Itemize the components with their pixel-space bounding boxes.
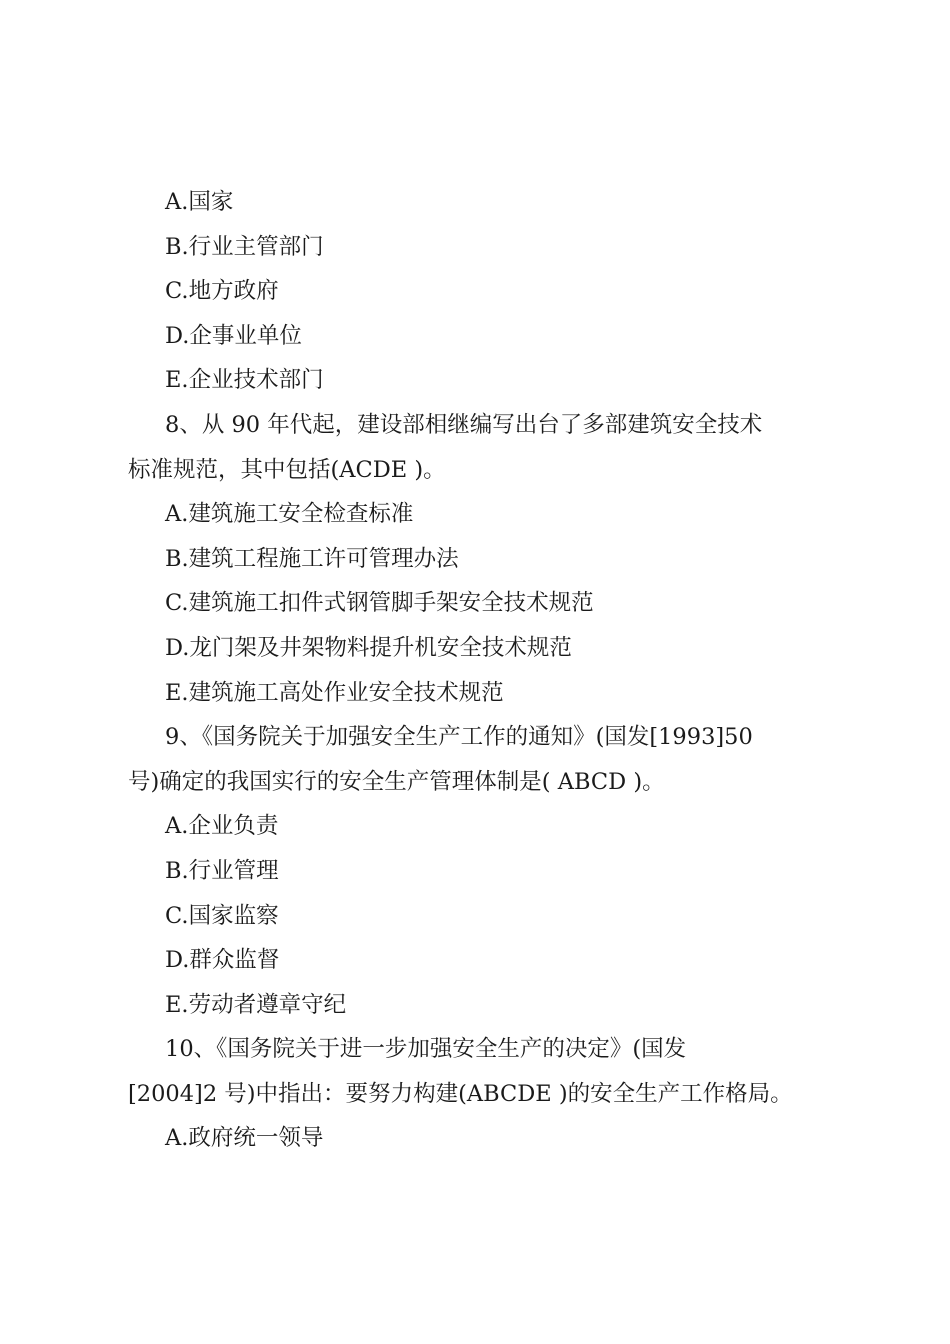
option-line: A.政府统一领导 [165,1125,324,1152]
option-line: E.劳动者遵章守纪 [165,991,347,1018]
option-line: A.国家 [165,189,234,215]
option-line: E.建筑施工高处作业安全技术规范 [165,679,504,706]
option-line: E.企业技术部门 [165,367,324,394]
option-line: B.行业管理 [165,857,279,884]
question-9-line-1: 9、《国务院关于加强安全生产工作的通知》(国发[1993]50 [165,724,753,751]
question-10-line-2: [2004]2 号)中指出：要努力构建(ABCDE )的安全生产工作格局。 [128,1080,793,1107]
option-line: B.行业主管部门 [165,233,324,260]
option-line: A.建筑施工安全检查标准 [165,501,414,528]
question-10-line-1: 10、《国务院关于进一步加强安全生产的决定》(国发 [165,1036,687,1063]
option-line: C.国家监察 [165,902,279,929]
option-line: B.建筑工程施工许可管理办法 [165,545,459,572]
question-9-line-2: 号)确定的我国实行的安全生产管理体制是( ABCD )。 [128,768,665,795]
option-line: C.建筑施工扣件式钢管脚手架安全技术规范 [165,590,594,617]
document-body [128,180,840,1161]
option-line: D.龙门架及井架物料提升机安全技术规范 [165,634,572,661]
option-line: D.群众监督 [165,947,280,974]
question-8-line-1: 8、从 90 年代起，建设部相继编写出台了多部建筑安全技术 [165,411,763,438]
option-line: D.企事业单位 [165,322,302,349]
option-line: C.地方政府 [165,278,279,305]
option-line: A.企业负责 [165,813,279,840]
question-8-line-2: 标准规范，其中包括(ACDE )。 [128,456,446,483]
